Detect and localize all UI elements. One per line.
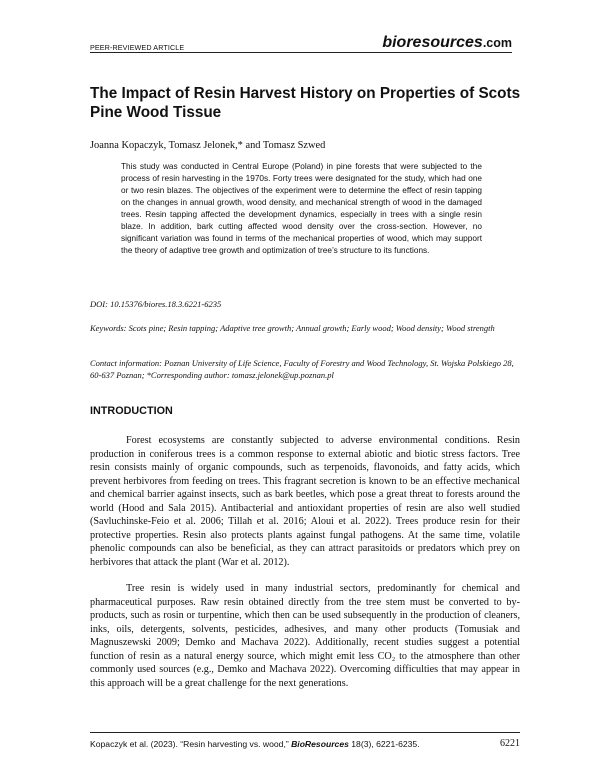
footer-rule (90, 732, 520, 733)
doi-line[interactable]: DOI: 10.15376/biores.18.3.6221-6235 (90, 299, 222, 309)
body-paragraph: Tree resin is widely used in many industrial sectors, predominantly for chemical and pharmaceutical purposes. Raw resin obtained directly from the tree stem must be converted to by-products, such as rosin or turpentine, which then can be used subsequently in the production of cleaners, inks, oils, detergents, solvents, pesticides, adhesives, and many other products (Tomusiak and Magnuszewski 2009; Demko and Machava 2022). Additionally, recent studies suggest a potential function of resin as a natural energy source, which might emit less CO₂ to the atmosphere than other commonly used sources (e.g., Demko and Machava 2022). Overcoming difficulties that may appear in this approach will be a great challenge for the next generations. (90, 583, 520, 689)
article-type-label: PEER-REVIEWED ARTICLE (90, 43, 185, 52)
citation-volume: 18(3), 6221-6235. (351, 739, 420, 749)
header-rule (90, 52, 512, 53)
citation-text: Kopaczyk et al. (2023). “Resin harvesting vs. wood,” (90, 739, 289, 749)
abstract: This study was conducted in Central Europe (Poland) in pine forests that were subjected to the process of resin harvesting in the 1970s. Forty trees were designated for the study, which had one or two resin blazes. The objectives of the experiment were to determine the effect of resin tapping on the changes in annual growth, wood density, and mechanical strength of wood in the damaged trees. Resin tapping affected the development dynamics, especially in trees with a single resin blaze. In addition, bark cutting affected wood density over the cross-section. However, no significant variation was found in terms of the mechanical properties of wood, which may support the theory of adaptive tree growth and optimization of tree’s structure to its functions. (121, 162, 482, 255)
journal-brand[interactable] (382, 34, 512, 52)
journal-name: BioResources (291, 739, 349, 749)
footer-citation (90, 739, 420, 749)
body-paragraph: Forest ecosystems are constantly subjected to adverse environmental conditions. Resin production in coniferous trees is a common response to external abiotic and biotic stress factors. Tree resin consists mainly of organic compounds, such as terpenoids, flavonoids, and fatty acids, which prevent herbivores from feeding on trees. This fragrant secretion is known to be an effective mechanical and chemical barrier against insects, such as bark beetles, which pose a great threat to forests around the world (Hood and Sala 2015). Antibacterial and antioxidant properties of resin are also well studied (Savluchinske-Feio et al. 2006; Tillah et al. 2016; Aloui et al. 2022). Trees produce resin for their protective properties. Resin also protects plants against fungal pathogens. At the same time, volatile phenolic compounds can also be beneficial, as they can attract parasitoids or predators which prey on herbivores that attack the plant (War et al. 2012). (90, 435, 520, 568)
author-list: Joanna Kopaczyk, Tomasz Jelonek,* and Tomasz Szwed (90, 140, 326, 151)
page-number: 6221 (500, 738, 520, 749)
brand-main: bioresources (382, 34, 483, 51)
article-title: The Impact of Resin Harvest History on Properties of Scots Pine Wood Tissue (90, 85, 521, 121)
keywords: Keywords: Scots pine; Resin tapping; Adaptive tree growth; Annual growth; Early wood; Wood density; Wood strength (90, 323, 495, 333)
section-heading-introduction: INTRODUCTION (90, 405, 173, 417)
contact-info: Contact information: Poznan University of Life Science, Faculty of Forestry and Wood Technology, St. Wojska Polskiego 28, 60-637 Poznan; *Corresponding author: tomasz.jelonek@up.poznan.pl (90, 358, 514, 380)
brand-suffix: .com (482, 36, 512, 50)
